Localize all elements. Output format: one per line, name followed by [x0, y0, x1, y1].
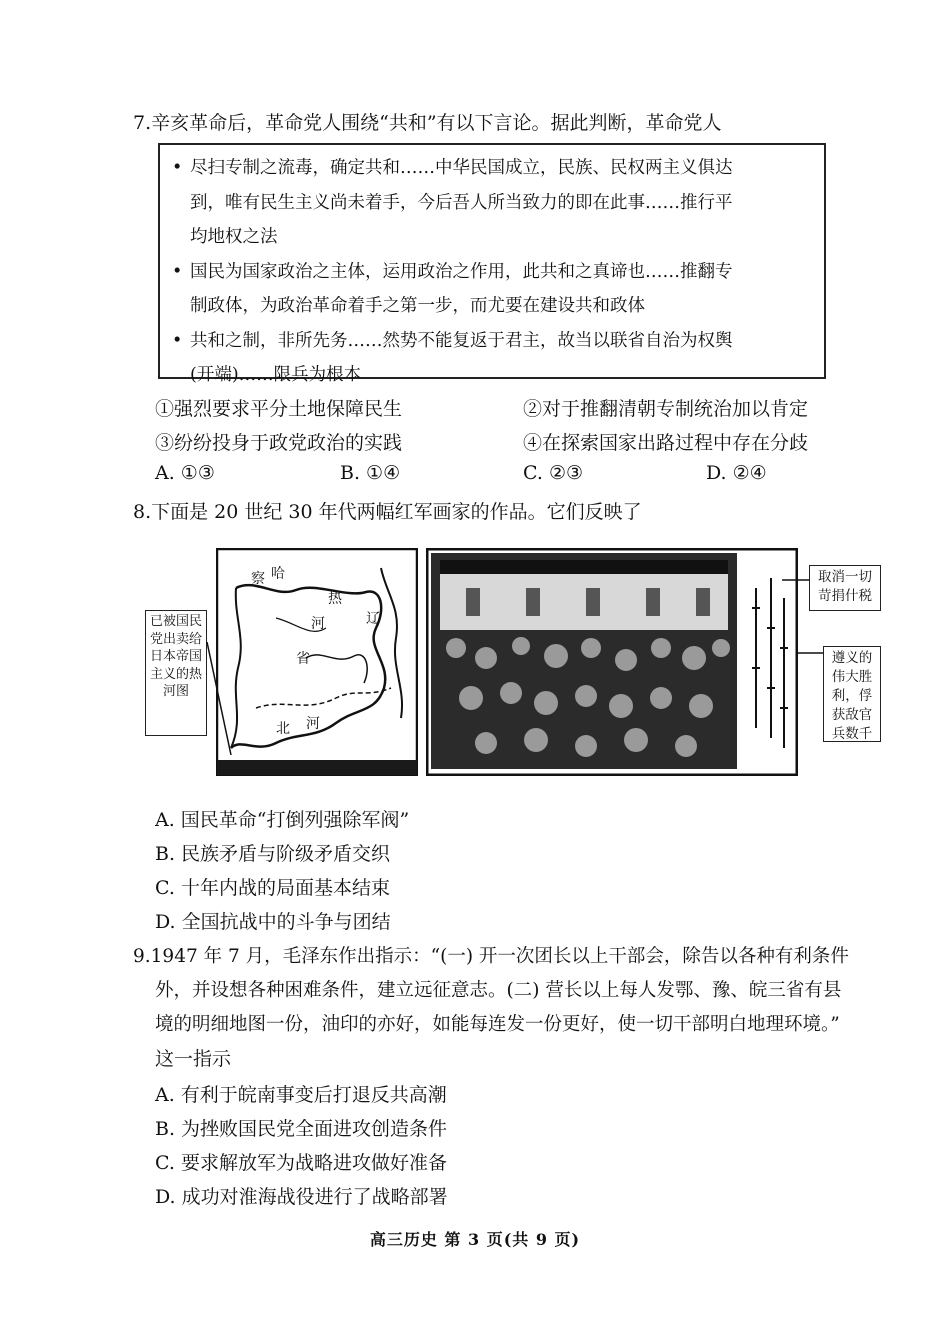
right-callout-bottom-pointer	[797, 648, 825, 658]
q9-choice-c[interactable]: C. 要求解放军为战略进攻做好准备	[155, 1152, 447, 1174]
q8-choice-b[interactable]: B. 民族矛盾与阶级矛盾交织	[155, 843, 391, 865]
q8-stem: 8.下面是 20 世纪 30 年代两幅红军画家的作品。它们反映了	[133, 501, 642, 523]
q7-choice-c[interactable]: C. ②③	[523, 462, 584, 484]
q9-stem-line1: 9.1947 年 7 月，毛泽东作出指示：“(一) 开一次团长以上干部会，除告以各种有利条件	[133, 946, 849, 967]
q7-quote-2: • 国民为国家政治之主体，运用政治之作用，此共和之真谛也……推翻专 制政体，为政治革命着手之第一步，而尤要在建设共和政体	[172, 261, 733, 316]
svg-text:辽: 辽	[366, 611, 380, 627]
q7-quote-1: • 尽扫专制之流毒，确定共和……中华民国成立，民族、民权两主义俱达 到，唯有民生主义尚未着手，今后吾人所当致力的即在此事……推行平 均地权之法	[172, 158, 733, 247]
q7-statement-3: ③纷纷投身于政党政治的实践	[155, 432, 403, 454]
svg-text:热: 热	[328, 591, 342, 607]
svg-text:河: 河	[311, 616, 325, 632]
q9-stem-line2: 外，并设想各种困难条件，建立远征意志。(二) 营长以上每人发鄂、豫、皖三省有县	[155, 980, 842, 1001]
q7-quote-box	[158, 143, 826, 385]
rehe-map-image	[216, 548, 418, 776]
q7-quote-3: • 共和之制，非所先务……然势不能复返于君主，故当以联省自治为权舆 (开端)……限兵为根本	[172, 330, 733, 385]
svg-text:察: 察	[251, 571, 265, 587]
q9-stem-line4: 这一指示	[155, 1048, 232, 1070]
q8-choice-c[interactable]: C. 十年内战的局面基本结束	[155, 877, 390, 899]
left-callout: 已被国民党出卖给日本帝国主义的热河图	[145, 610, 207, 736]
svg-text:哈: 哈	[271, 566, 285, 582]
q9-choice-d[interactable]: D. 成功对淮海战役进行了战略部署	[155, 1186, 448, 1208]
svg-text:河: 河	[306, 716, 320, 732]
q7-statement-1: ①强烈要求平分土地保障民生	[155, 398, 403, 420]
q8-choice-d[interactable]: D. 全国抗战中的斗争与团结	[155, 911, 391, 933]
q9-choice-b[interactable]: B. 为挫败国民党全面进攻创造条件	[155, 1118, 448, 1140]
q9-stem-line3: 境的明细地图一份，油印的亦好，如能每连发一份更好，使一切干部明白地理环境。”	[155, 1014, 840, 1035]
right-callout-bottom: 遵义的伟大胜利，俘获敌官兵数千	[823, 646, 881, 742]
q9-choice-a[interactable]: A. 有利于皖南事变后打退反共高潮	[155, 1084, 447, 1106]
q8-choice-a[interactable]: A. 国民革命“打倒列强除军阀”	[155, 809, 410, 831]
right-callout-top: 取消一切苛捐什税	[809, 565, 881, 611]
q7-statement-4: ④在探索国家出路过程中存在分歧	[523, 432, 809, 454]
zunyi-crowd-image	[426, 548, 798, 776]
right-callout-top-pointer	[782, 575, 812, 585]
svg-text:北: 北	[276, 721, 290, 737]
q7-choice-d[interactable]: D. ②④	[706, 462, 767, 484]
svg-text:省: 省	[296, 651, 310, 667]
q7-choice-b[interactable]: B. ①④	[340, 462, 401, 484]
q7-statement-2: ②对于推翻清朝专制统治加以肯定	[523, 398, 809, 420]
q7-choice-a[interactable]: A. ①③	[155, 462, 215, 484]
page-footer: 高三历史 第 3 页(共 9 页)	[369, 1230, 581, 1249]
left-callout-pointer	[205, 640, 235, 760]
q7-stem: 7.辛亥革命后，革命党人围绕“共和”有以下言论。据此判断，革命党人	[133, 112, 722, 134]
